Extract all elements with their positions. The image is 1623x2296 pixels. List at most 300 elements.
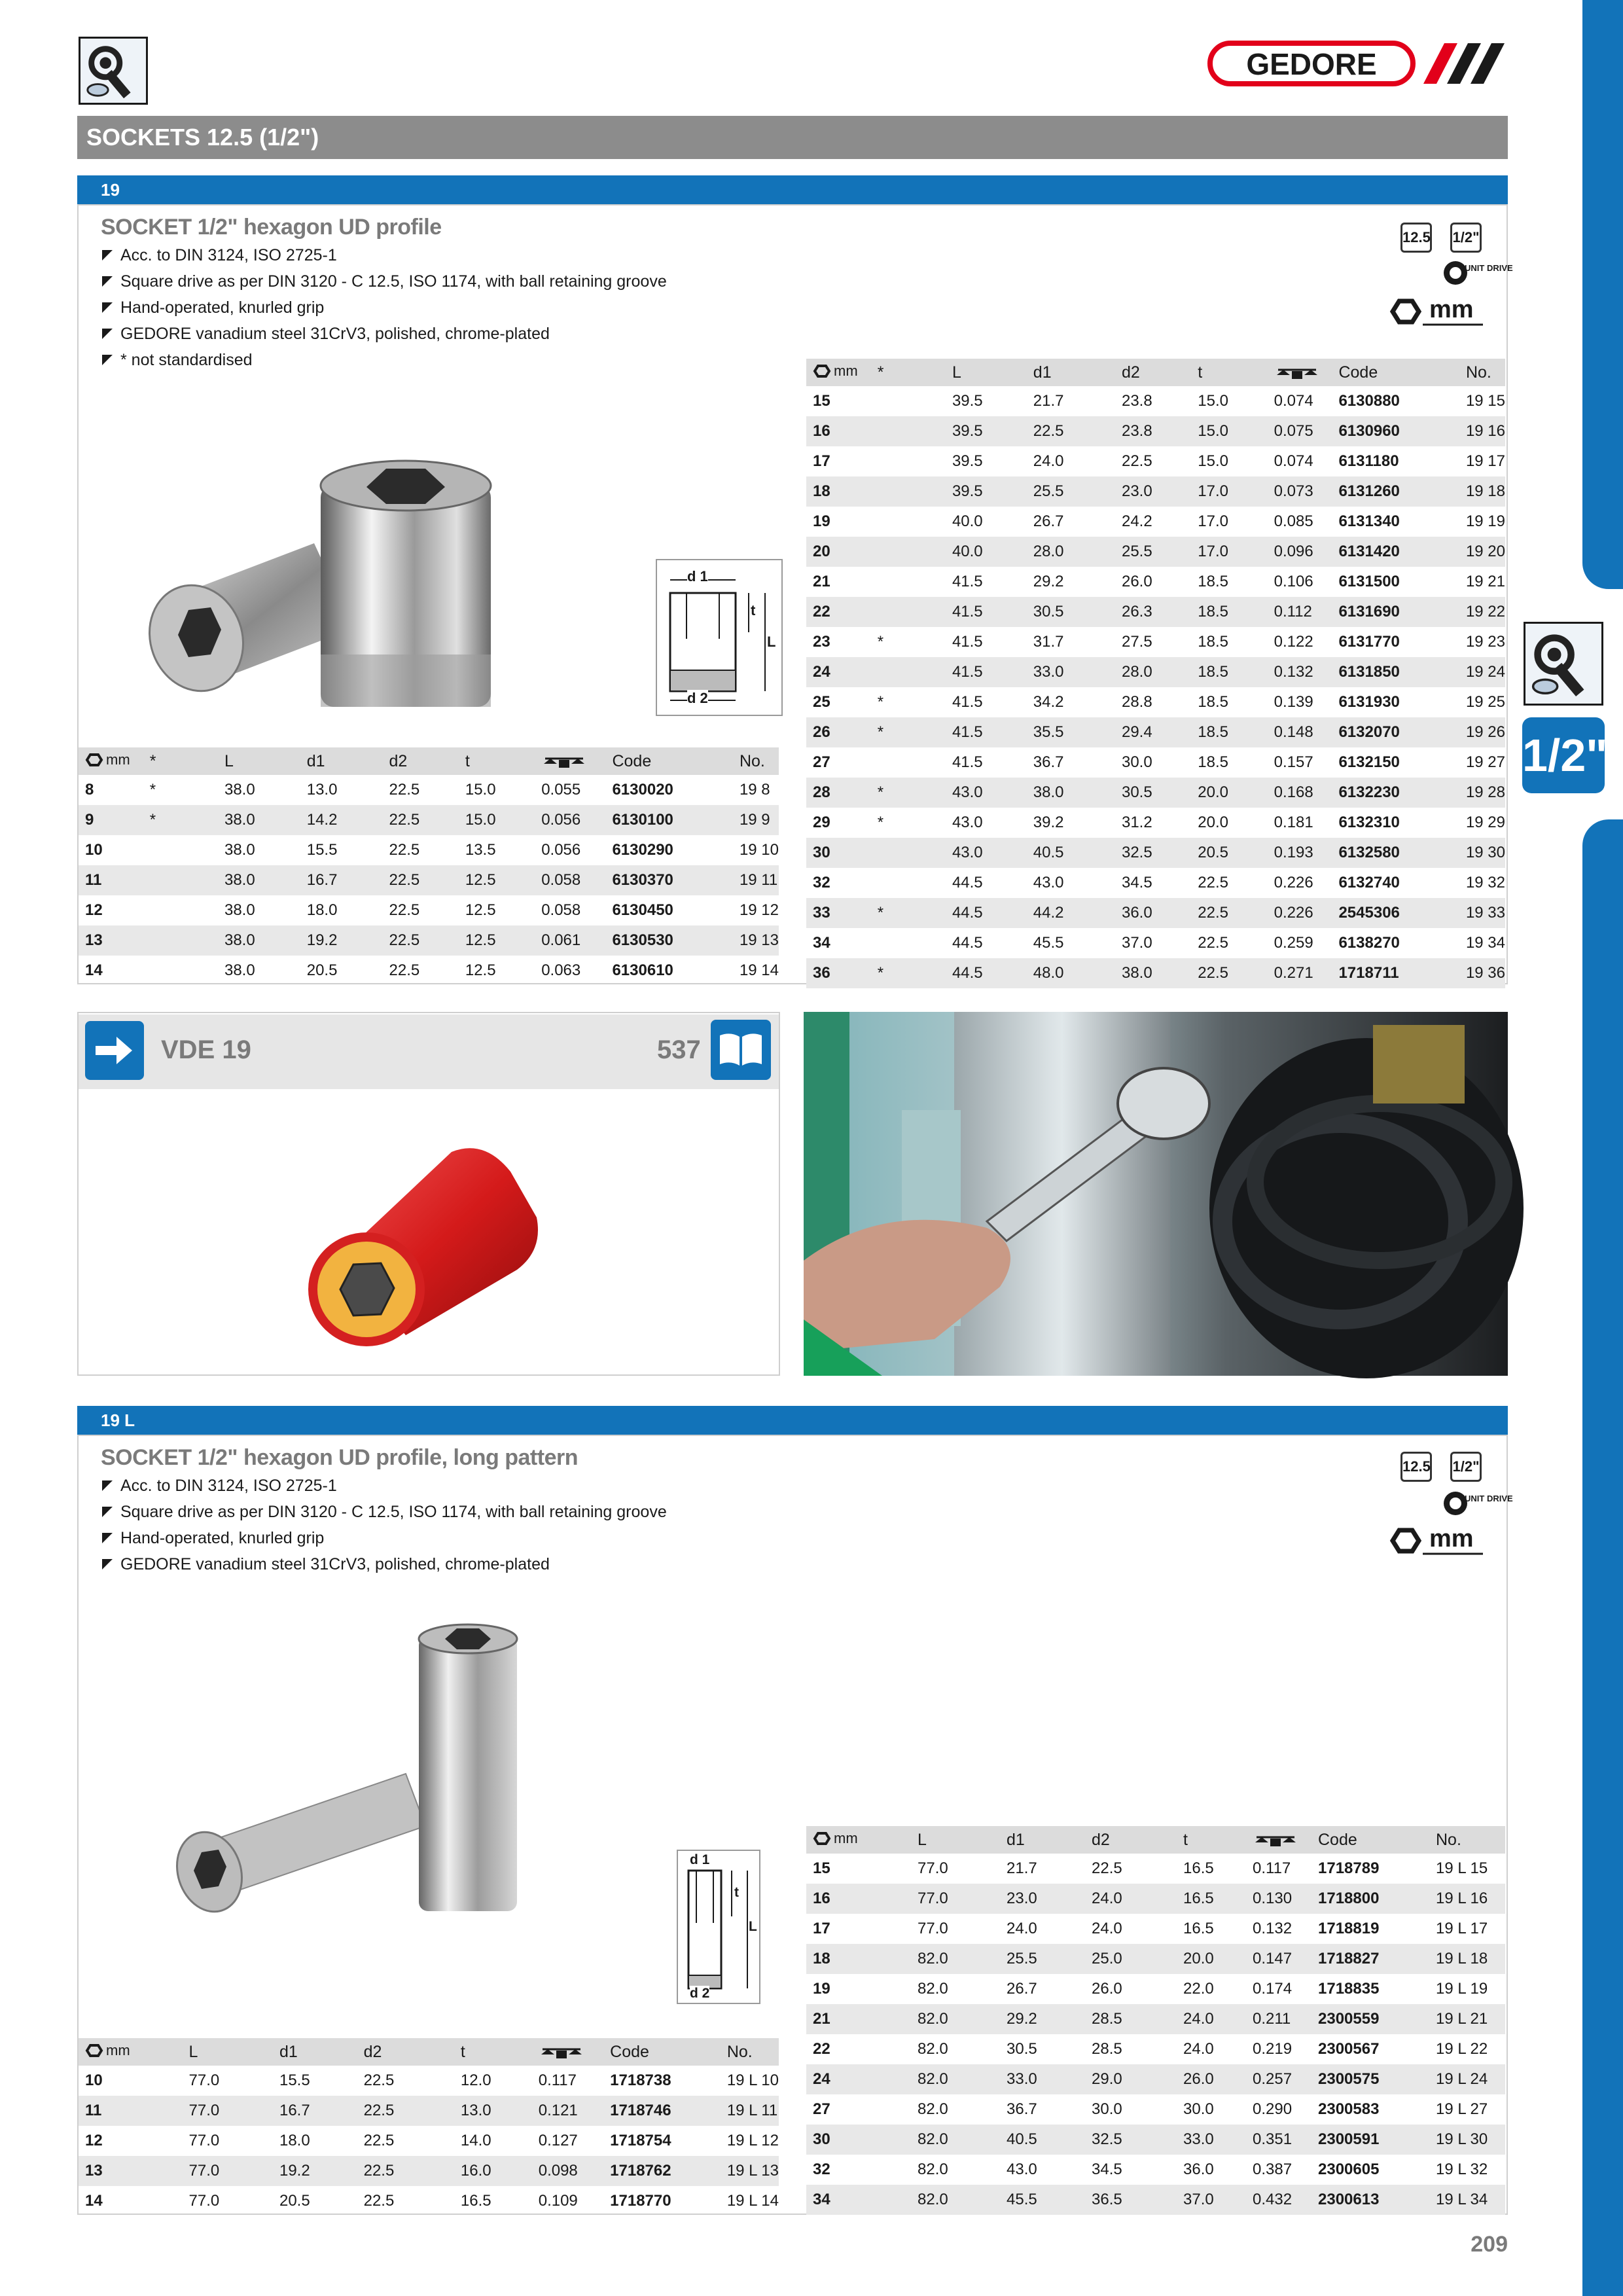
cell-size: 21	[806, 2004, 911, 2034]
table-row	[806, 567, 1505, 597]
cell-t: 15.0	[459, 805, 535, 835]
hex-icon	[85, 753, 103, 767]
cell-kg: 0.132	[1268, 657, 1332, 687]
socket-ratchet-icon	[79, 37, 148, 105]
table-row	[806, 1944, 1505, 1974]
cell-t: 12.5	[465, 961, 496, 979]
cell-size: 11	[79, 2096, 183, 2126]
cell-code: 1718754	[610, 2132, 671, 2149]
cell-size: 18	[806, 1944, 911, 1974]
col-no: No.	[733, 747, 779, 775]
cell-kg: 0.121	[532, 2096, 603, 2126]
cell-d2: 25.0	[1085, 1944, 1177, 1974]
cell-kg: 0.117	[538, 2072, 577, 2089]
cell-star: *	[149, 781, 156, 798]
cell-star: *	[877, 814, 884, 831]
feature-item: Hand-operated, knurled grip	[101, 295, 667, 321]
size-table	[79, 747, 779, 986]
cell-size: 10	[85, 841, 103, 859]
cell-kg: 0.106	[1274, 573, 1313, 590]
cell-d2: 37.0	[1121, 934, 1152, 952]
cell-L: 77.0	[183, 2156, 273, 2186]
table-row	[79, 2066, 779, 2096]
cell-code: 2300567	[1318, 2040, 1380, 2058]
cell-no: 19 L 30	[1429, 2125, 1505, 2155]
cell-star: *	[871, 898, 946, 928]
cell-d2: 34.5	[1121, 874, 1152, 891]
cell-no: 19 32	[1465, 874, 1505, 891]
cell-t: 18.5	[1198, 693, 1229, 711]
cell-size: 14	[85, 961, 103, 979]
gedore-logo	[1207, 39, 1508, 88]
cell-star	[871, 657, 946, 687]
cell-t: 18.5	[1198, 573, 1229, 590]
cell-d2: 22.5	[389, 781, 420, 798]
cell-d2: 31.2	[1121, 814, 1152, 831]
cell-d1: 29.2	[1000, 2004, 1085, 2034]
cell-L: 44.5	[946, 898, 1027, 928]
cell-d1: 16.7	[300, 865, 383, 895]
cell-d1: 36.7	[1007, 2100, 1037, 2118]
table-row	[806, 2034, 1505, 2064]
cell-kg: 0.056	[541, 841, 581, 859]
col-L: L	[183, 2038, 273, 2066]
feature-item: Acc. to DIN 3124, ISO 2725-1	[101, 242, 667, 268]
cell-d1: 38.0	[1027, 778, 1115, 808]
cell-L: 40.0	[952, 512, 983, 530]
cell-no: 19 30	[1459, 838, 1505, 868]
cell-size: 16	[806, 416, 871, 446]
cell-no: 19 21	[1465, 573, 1505, 590]
cell-no: 19 15	[1465, 392, 1505, 410]
table-header-row	[79, 2038, 779, 2066]
cell-code: 2300591	[1311, 2125, 1429, 2155]
col-d1: d1	[300, 747, 383, 775]
table-body	[806, 386, 1505, 988]
col-d2: d2	[1085, 1826, 1177, 1854]
cell-size: 30	[806, 838, 871, 868]
cell-t: 16.5	[460, 2192, 491, 2210]
cell-kg: 0.058	[541, 901, 581, 919]
cell-t: 24.0	[1183, 2040, 1214, 2058]
cell-L: 77.0	[188, 2192, 220, 2210]
feature-list	[101, 242, 667, 373]
cell-size: 9	[79, 805, 143, 835]
diagram-label-t: t	[734, 1885, 739, 1900]
feature-item: GEDORE vanadium steel 31CrV3, polished, chrome-plated	[101, 321, 667, 347]
section-heading: SOCKETS 12.5 (1/2")	[77, 116, 1508, 159]
diagram-label-d1: d 1	[687, 568, 708, 584]
cell-L: 82.0	[911, 2064, 1000, 2094]
cell-d1: 19.2	[273, 2156, 357, 2186]
cell-star	[871, 446, 946, 476]
cell-code: 6130370	[605, 865, 732, 895]
cell-no: 19 L 10	[726, 2072, 779, 2089]
col-size: mm	[834, 1829, 858, 1846]
cell-t: 15.0	[1198, 452, 1229, 470]
cell-d1: 40.5	[1027, 838, 1115, 868]
unit-drive-text: UNIT DRIVE	[1465, 263, 1513, 273]
col-L: L	[946, 359, 1027, 386]
table-row	[806, 1974, 1505, 2004]
cell-t: 33.0	[1177, 2125, 1246, 2155]
cell-code: 2300559	[1311, 2004, 1429, 2034]
feature-item: Square drive as per DIN 3120 - C 12.5, ISO 1174, with ball retaining groove	[101, 268, 667, 295]
cell-t: 22.0	[1183, 1980, 1214, 1998]
col-no: No.	[1429, 1826, 1505, 1854]
cell-kg: 0.127	[538, 2132, 578, 2149]
cell-d2: 26.0	[1092, 1980, 1122, 1998]
hex-icon	[85, 2043, 103, 2058]
cell-L: 41.5	[952, 693, 983, 711]
col-L: L	[218, 747, 300, 775]
cell-d1: 31.7	[1033, 633, 1064, 651]
cell-star	[143, 895, 218, 925]
hex-mm-icon	[1387, 1525, 1486, 1556]
cell-code: 6130020	[612, 781, 673, 798]
cell-d1: 29.2	[1033, 573, 1064, 590]
cell-code: 1718711	[1332, 958, 1459, 988]
cell-star	[143, 925, 218, 956]
cell-size: 24	[806, 2064, 911, 2094]
cell-d1: 13.0	[306, 781, 338, 798]
cell-L: 41.5	[946, 717, 1027, 747]
brand-text: GEDORE	[1246, 47, 1377, 81]
cell-star	[871, 386, 946, 416]
scale-icon	[541, 753, 587, 770]
cell-d1: 20.5	[279, 2192, 310, 2210]
cell-d1: 21.7	[1033, 392, 1064, 410]
table-row	[806, 747, 1505, 778]
table-row	[806, 2125, 1505, 2155]
cell-d1: 45.5	[1033, 934, 1064, 952]
scale-icon	[1274, 365, 1320, 382]
vde-label[interactable]: VDE 19	[161, 1035, 251, 1064]
col-weight	[532, 2038, 603, 2066]
cell-t: 16.0	[454, 2156, 532, 2186]
cell-code: 6131850	[1332, 657, 1459, 687]
cell-t: 16.5	[1183, 1920, 1214, 1937]
cell-d1: 35.5	[1027, 717, 1115, 747]
cell-t: 18.5	[1191, 597, 1267, 627]
cell-d1: 20.5	[306, 961, 338, 979]
cell-d2: 38.0	[1115, 958, 1191, 988]
cell-size: 23	[813, 633, 830, 651]
product-title: SOCKET 1/2" hexagon UD profile	[101, 215, 442, 240]
cell-no: 19 10	[739, 841, 779, 859]
cell-code: 2300583	[1318, 2100, 1380, 2118]
col-weight	[1268, 359, 1332, 386]
table-row	[806, 446, 1505, 476]
cell-code: 6132580	[1332, 838, 1459, 868]
cell-size: 17	[813, 452, 830, 470]
product-code-bar: 19 L	[77, 1406, 1508, 1435]
cell-kg: 0.075	[1268, 416, 1332, 446]
scale-icon	[539, 2044, 584, 2061]
socket-ratchet-icon	[1524, 622, 1603, 706]
feature-item: Square drive as per DIN 3120 - C 12.5, ISO 1174, with ball retaining groove	[101, 1499, 667, 1525]
cell-star	[871, 507, 946, 537]
cell-d1: 36.7	[1033, 753, 1064, 771]
table-row	[806, 597, 1505, 627]
cell-d1: 24.0	[1033, 452, 1064, 470]
cell-d2: 22.5	[363, 2072, 395, 2089]
arrow-right-icon[interactable]	[85, 1021, 144, 1080]
col-t: t	[454, 2038, 532, 2066]
cell-t: 22.5	[1198, 934, 1229, 952]
cell-kg: 0.193	[1268, 838, 1332, 868]
diagram-label-d1: d 1	[690, 1852, 710, 1867]
table-row	[806, 476, 1505, 507]
cell-L: 43.0	[952, 814, 983, 831]
scale-icon	[1253, 1832, 1298, 1849]
cell-t: 13.5	[465, 841, 496, 859]
cell-no: 19 14	[739, 961, 779, 979]
cell-star	[871, 567, 946, 597]
side-tab-size[interactable]	[1522, 717, 1608, 793]
table-row	[79, 925, 779, 956]
cell-d1: 23.0	[1000, 1884, 1085, 1914]
feature-item: Acc. to DIN 3124, ISO 2725-1	[101, 1473, 667, 1499]
table-row	[806, 416, 1505, 446]
cell-code: 6131690	[1332, 597, 1459, 627]
col-t: t	[1191, 359, 1267, 386]
cell-no: 19 23	[1465, 633, 1505, 651]
cell-size: 27	[813, 2100, 830, 2118]
cell-L: 39.5	[952, 392, 983, 410]
cell-size: 29	[813, 814, 830, 831]
cell-d1: 33.0	[1000, 2064, 1085, 2094]
feature-list	[101, 1473, 667, 1577]
cell-d2: 22.5	[383, 805, 459, 835]
cell-code: 6131180	[1338, 452, 1399, 470]
unit-drive-icon	[1440, 1487, 1513, 1520]
cell-kg: 0.098	[532, 2156, 603, 2186]
cell-no: 19 25	[1465, 693, 1505, 711]
cell-d2: 28.0	[1115, 657, 1191, 687]
cell-code: 6131500	[1338, 573, 1400, 590]
hex-mm-icon	[1387, 296, 1486, 327]
cell-t: 20.5	[1191, 838, 1267, 868]
cell-t: 12.5	[459, 925, 535, 956]
size-table	[806, 359, 1505, 988]
cell-kg: 0.226	[1274, 874, 1313, 891]
cell-kg: 0.181	[1274, 814, 1313, 831]
cell-code: 6130610	[612, 961, 673, 979]
cell-t: 15.0	[465, 781, 496, 798]
cell-d2: 22.5	[383, 925, 459, 956]
cell-size: 14	[85, 2192, 103, 2210]
cell-L: 38.0	[224, 901, 255, 919]
cell-size: 34	[806, 2185, 911, 2215]
cell-t: 16.5	[1183, 1859, 1214, 1877]
cell-t: 17.0	[1191, 537, 1267, 567]
diagram-label-d2: d 2	[690, 1986, 710, 2001]
cell-kg: 0.074	[1274, 392, 1313, 410]
cell-no: 19 13	[733, 925, 779, 956]
cell-d1: 26.7	[1033, 512, 1064, 530]
table-row	[806, 627, 1505, 657]
table-row	[79, 865, 779, 895]
cell-star	[871, 416, 946, 446]
cell-d2: 29.4	[1115, 717, 1191, 747]
cell-size: 19	[813, 512, 830, 530]
cell-L: 39.5	[946, 476, 1027, 507]
cell-d2: 26.3	[1115, 597, 1191, 627]
cell-t: 15.0	[1191, 416, 1267, 446]
cell-d2: 27.5	[1121, 633, 1152, 651]
cell-kg: 0.109	[538, 2192, 578, 2210]
cell-t: 20.0	[1177, 1944, 1246, 1974]
cell-no: 19 L 21	[1429, 2004, 1505, 2034]
cell-code: 6131260	[1332, 476, 1459, 507]
cell-L: 77.0	[918, 1859, 948, 1877]
table-body	[79, 775, 779, 986]
table-header-row	[806, 359, 1505, 386]
cell-d2: 22.5	[363, 2132, 395, 2149]
cell-no: 19 L 16	[1429, 1884, 1505, 1914]
table-row	[806, 778, 1505, 808]
cell-d2: 22.5	[389, 901, 420, 919]
cell-d2: 28.8	[1121, 693, 1152, 711]
cell-star: *	[143, 805, 218, 835]
cell-size: 13	[79, 925, 143, 956]
cell-no: 19 L 15	[1436, 1859, 1488, 1877]
col-no: No.	[721, 2038, 779, 2066]
cell-d2: 22.5	[389, 841, 420, 859]
diagram-label-L: L	[749, 1919, 757, 1934]
col-d1: d1	[273, 2038, 357, 2066]
cell-d1: 15.5	[306, 841, 338, 859]
cell-L: 44.5	[952, 874, 983, 891]
cell-d2: 24.0	[1085, 1884, 1177, 1914]
cell-t: 24.0	[1177, 2004, 1246, 2034]
cell-L: 41.5	[952, 633, 983, 651]
cell-kg: 0.259	[1274, 934, 1313, 952]
cell-size: 18	[806, 476, 871, 507]
cell-t: 20.0	[1198, 814, 1229, 831]
cell-kg: 0.174	[1253, 1980, 1293, 1998]
drive-size-badge: 12.5	[1400, 1452, 1432, 1482]
cell-t: 37.0	[1177, 2185, 1246, 2215]
cell-code: 6130880	[1338, 392, 1400, 410]
cell-d2: 23.0	[1115, 476, 1191, 507]
cell-L: 77.0	[918, 1920, 948, 1937]
cell-no: 19 12	[739, 901, 779, 919]
cell-size: 15	[813, 1859, 830, 1877]
table-row	[806, 687, 1505, 717]
unit-drive-text: UNIT DRIVE	[1465, 1494, 1513, 1503]
cell-d1: 44.2	[1027, 898, 1115, 928]
cell-t: 14.0	[460, 2132, 491, 2149]
table-row	[806, 1884, 1505, 1914]
table-row	[806, 657, 1505, 687]
feature-item: GEDORE vanadium steel 31CrV3, polished, chrome-plated	[101, 1551, 667, 1577]
table-row	[79, 2126, 779, 2156]
cell-L: 44.5	[952, 934, 983, 952]
cell-d1: 33.0	[1027, 657, 1115, 687]
cell-no: 19 18	[1459, 476, 1505, 507]
cell-code: 6130290	[612, 841, 673, 859]
cell-size: 12	[85, 2132, 103, 2149]
cell-star: *	[871, 778, 946, 808]
catalog-book-icon[interactable]	[711, 1020, 771, 1080]
cell-L: 41.5	[946, 657, 1027, 687]
cell-d1: 30.5	[1027, 597, 1115, 627]
diagram-label-d2: d 2	[687, 690, 708, 706]
table-row	[806, 1854, 1505, 1884]
cell-L: 44.5	[946, 958, 1027, 988]
cell-d2: 22.5	[383, 865, 459, 895]
cell-kg: 0.061	[535, 925, 605, 956]
cell-d1: 30.5	[1007, 2040, 1037, 2058]
cell-d1: 34.2	[1033, 693, 1064, 711]
product-title: SOCKET 1/2" hexagon UD profile, long pattern	[101, 1445, 578, 1470]
cell-L: 39.5	[952, 452, 983, 470]
socket-product-image	[137, 458, 504, 733]
unit-label: mm	[1429, 1525, 1474, 1552]
cell-code: 6132230	[1332, 778, 1459, 808]
table-body	[806, 1854, 1505, 2215]
cell-code: 6132150	[1338, 753, 1400, 771]
cell-star: *	[871, 958, 946, 988]
cell-t: 22.5	[1198, 874, 1229, 891]
cell-kg: 0.132	[1253, 1920, 1293, 1937]
cell-t: 22.5	[1191, 958, 1267, 988]
cell-t: 18.5	[1191, 657, 1267, 687]
cell-d1: 15.5	[279, 2072, 310, 2089]
cell-star	[143, 865, 218, 895]
col-d2: d2	[383, 747, 459, 775]
table-row	[806, 928, 1505, 958]
col-d1: d1	[1027, 359, 1115, 386]
cell-L: 82.0	[918, 2040, 948, 2058]
table-row	[806, 2155, 1505, 2185]
col-t: t	[459, 747, 535, 775]
cell-d1: 39.2	[1033, 814, 1064, 831]
table-row	[806, 507, 1505, 537]
dimension-diagram	[677, 1850, 760, 2004]
table-row	[79, 805, 779, 835]
cell-no: 19 L 32	[1436, 2161, 1488, 2178]
cell-code: 2300575	[1311, 2064, 1429, 2094]
size-table	[79, 2038, 779, 2216]
cell-code: 6130100	[605, 805, 732, 835]
cell-d2: 36.5	[1085, 2185, 1177, 2215]
cell-d2: 28.5	[1085, 2004, 1177, 2034]
cell-t: 30.0	[1183, 2100, 1214, 2118]
table-row	[806, 898, 1505, 928]
vde-page[interactable]: 537	[657, 1035, 701, 1064]
cell-size: 24	[806, 657, 871, 687]
cell-kg: 0.157	[1274, 753, 1313, 771]
cell-no: 19 29	[1465, 814, 1505, 831]
cell-d1: 24.0	[1007, 1920, 1037, 1937]
cell-d1: 14.2	[300, 805, 383, 835]
col-code: Code	[605, 747, 732, 775]
cell-L: 43.0	[946, 838, 1027, 868]
page-number: 209	[1471, 2232, 1508, 2257]
cell-code: 1718746	[603, 2096, 721, 2126]
cell-L: 82.0	[911, 2185, 1000, 2215]
cell-no: 19 L 14	[726, 2192, 779, 2210]
cell-no: 19 L 17	[1436, 1920, 1488, 1937]
long-socket-product-image	[177, 1623, 517, 1937]
cell-code: 6132740	[1338, 874, 1400, 891]
cell-no: 19 8	[739, 781, 770, 798]
cell-t: 17.0	[1198, 512, 1229, 530]
col-weight	[535, 747, 605, 775]
